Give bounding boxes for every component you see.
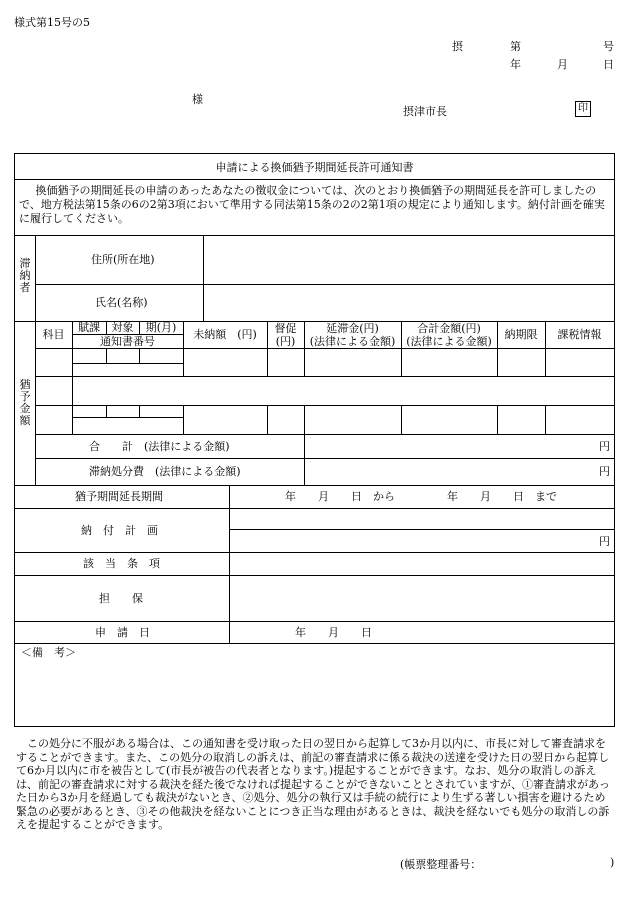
ledger-number-close: )	[610, 856, 615, 869]
doc-dai: 第	[510, 40, 521, 53]
col-target: 対象	[111, 321, 134, 334]
address-label: 住所(所在地)	[91, 253, 155, 266]
col-delay: 延滞金(円)	[326, 322, 379, 335]
disposal-yen: 円	[599, 465, 610, 478]
seal-char: 印	[578, 103, 588, 114]
date-year: 年	[510, 58, 521, 71]
col-item: 科目	[42, 328, 65, 341]
issuer: 摂津市長	[403, 105, 447, 118]
seal-box	[575, 101, 591, 117]
name-label: 氏名(名称)	[95, 296, 148, 309]
intro-text: 換価猶予の期間延長の申請のあったあなたの徴収金については、次のとおり換価猶予の期間延長を許可しましたので、地方税法第15条の6の2第3項において準用する同法第15条の2の2第1項の規定により通知します。納付計画を確実に履行してください。	[19, 184, 605, 225]
amount-label: 猶予金額	[19, 378, 31, 427]
notice-form	[14, 153, 615, 727]
disposal-label: 滞納処分費 (法律による金額)	[89, 465, 241, 478]
form-title: 申請による換価猶予期間延長許可通知書	[215, 161, 414, 174]
col-unpaid: 未納額 (円)	[193, 328, 257, 341]
col-demand: 督促	[274, 322, 297, 335]
col-demand-unit: (円)	[275, 335, 296, 348]
ledger-number-label: (帳票整理番号：	[400, 858, 482, 871]
security-label: 担 保	[99, 592, 143, 605]
sum-yen: 円	[599, 440, 610, 453]
col-deadline: 納期限	[504, 328, 538, 341]
doc-prefix: 摂	[452, 40, 463, 53]
col-total: 合計金額(円)	[417, 322, 481, 335]
col-fiscal-year: 賦課	[78, 321, 100, 334]
remarks-label: ＜備 考＞	[21, 646, 76, 659]
clause-label: 該 当 条 項	[83, 557, 160, 570]
taxpayer-label: 滞納者	[19, 257, 31, 294]
extension-from: 年 月 日 から	[285, 490, 395, 503]
date-day: 日	[603, 58, 614, 71]
col-tax-info: 課税情報	[557, 328, 602, 341]
plan-label: 納 付 計 画	[81, 524, 158, 537]
plan-yen: 円	[599, 535, 610, 548]
col-period: 期(月)	[145, 321, 177, 334]
form-number: 様式第15号の5	[14, 16, 90, 29]
col-delay-note: (法律による金額)	[309, 335, 396, 348]
date-month: 月	[557, 58, 568, 71]
addressee-suffix: 様	[192, 93, 203, 106]
doc-go: 号	[603, 40, 614, 53]
appeal-notice: この処分に不服がある場合は、この通知書を受け取った日の翌日から起算して3か月以内に、市長に対して審査請求をすることができます。また、この処分の取消しの訴えは、前記の審査請求に係る裁決の送達を受けた日の翌日から起算して6か月以内に市を被告として(市長が被告の代表者となります。)提起することができます。なお、処分の取消しの訴えは、前記の審査請求に対する裁決を経た後でなければ提起することができないこととされていますが、①審査請求があった日から3か月を経過しても裁決がないとき、②処分、処分の執行又は手続の続行により生ずる著しい損害を避けるため緊急の必要があるとき、③その他裁決を経ないことにつき正当な理由があるときは、裁決を経ないでも処分の取消しの訴えを提起することができます。	[16, 737, 610, 831]
extension-to: 年 月 日 まで	[447, 490, 557, 503]
col-notice-no: 通知書番号	[100, 335, 155, 348]
col-total-note: (法律による金額)	[406, 335, 492, 348]
apply-date-label: 申 請 日	[95, 626, 150, 639]
apply-date-value: 年 月 日	[295, 626, 372, 639]
extension-label: 猶予期間延長期間	[75, 490, 163, 503]
sum-label: 合 計 (法律による金額)	[89, 440, 230, 453]
